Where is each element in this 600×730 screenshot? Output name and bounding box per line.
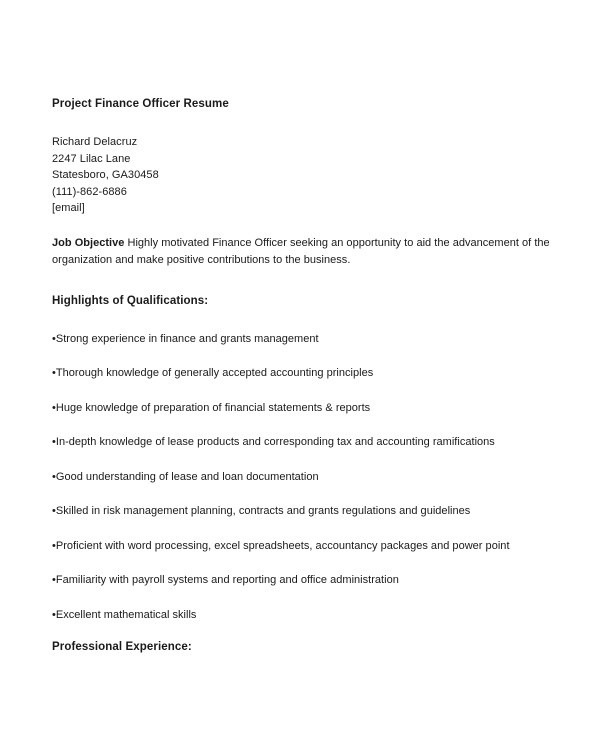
list-item: •Proficient with word processing, excel spreadsheets, accountancy packages and power point [52,539,510,552]
list-item: •Familiarity with payroll systems and reporting and office administration [52,574,399,587]
contact-street: 2247 Lilac Lane [52,152,131,165]
contact-email: [email] [52,202,85,215]
experience-heading: Professional Experience: [52,641,192,654]
highlights-list [52,331,552,623]
resume-body [52,96,552,653]
page-title: Project Finance Officer Resume [52,98,229,110]
list-item: •Thorough knowledge of generally accepted accounting principles [52,367,374,380]
job-objective-label: Job Objective [52,236,125,249]
list-item: •Strong experience in finance and grants management [52,332,319,345]
contact-block [52,134,552,217]
list-item: •Good understanding of lease and loan documentation [52,470,319,483]
contact-city-state-zip: Statesboro, GA30458 [52,169,159,182]
list-item: •Huge knowledge of preparation of financial statements & reports [52,401,371,414]
contact-name: Richard Delacruz [52,136,138,149]
highlights-heading: Highlights of Qualifications: [52,294,209,307]
contact-phone: (111)-862-6886 [52,185,127,198]
job-objective [52,235,552,269]
list-item: •In-depth knowledge of lease products and corresponding tax and accounting ramifications [52,436,495,449]
list-item: •Skilled in risk management planning, contracts and grants regulations and guidelines [52,505,471,518]
job-objective-text: Highly motivated Finance Officer seeking an opportunity to aid the advancement of the organization and make positive contributions to the business. [52,236,550,266]
list-item: •Excellent mathematical skills [52,608,197,621]
